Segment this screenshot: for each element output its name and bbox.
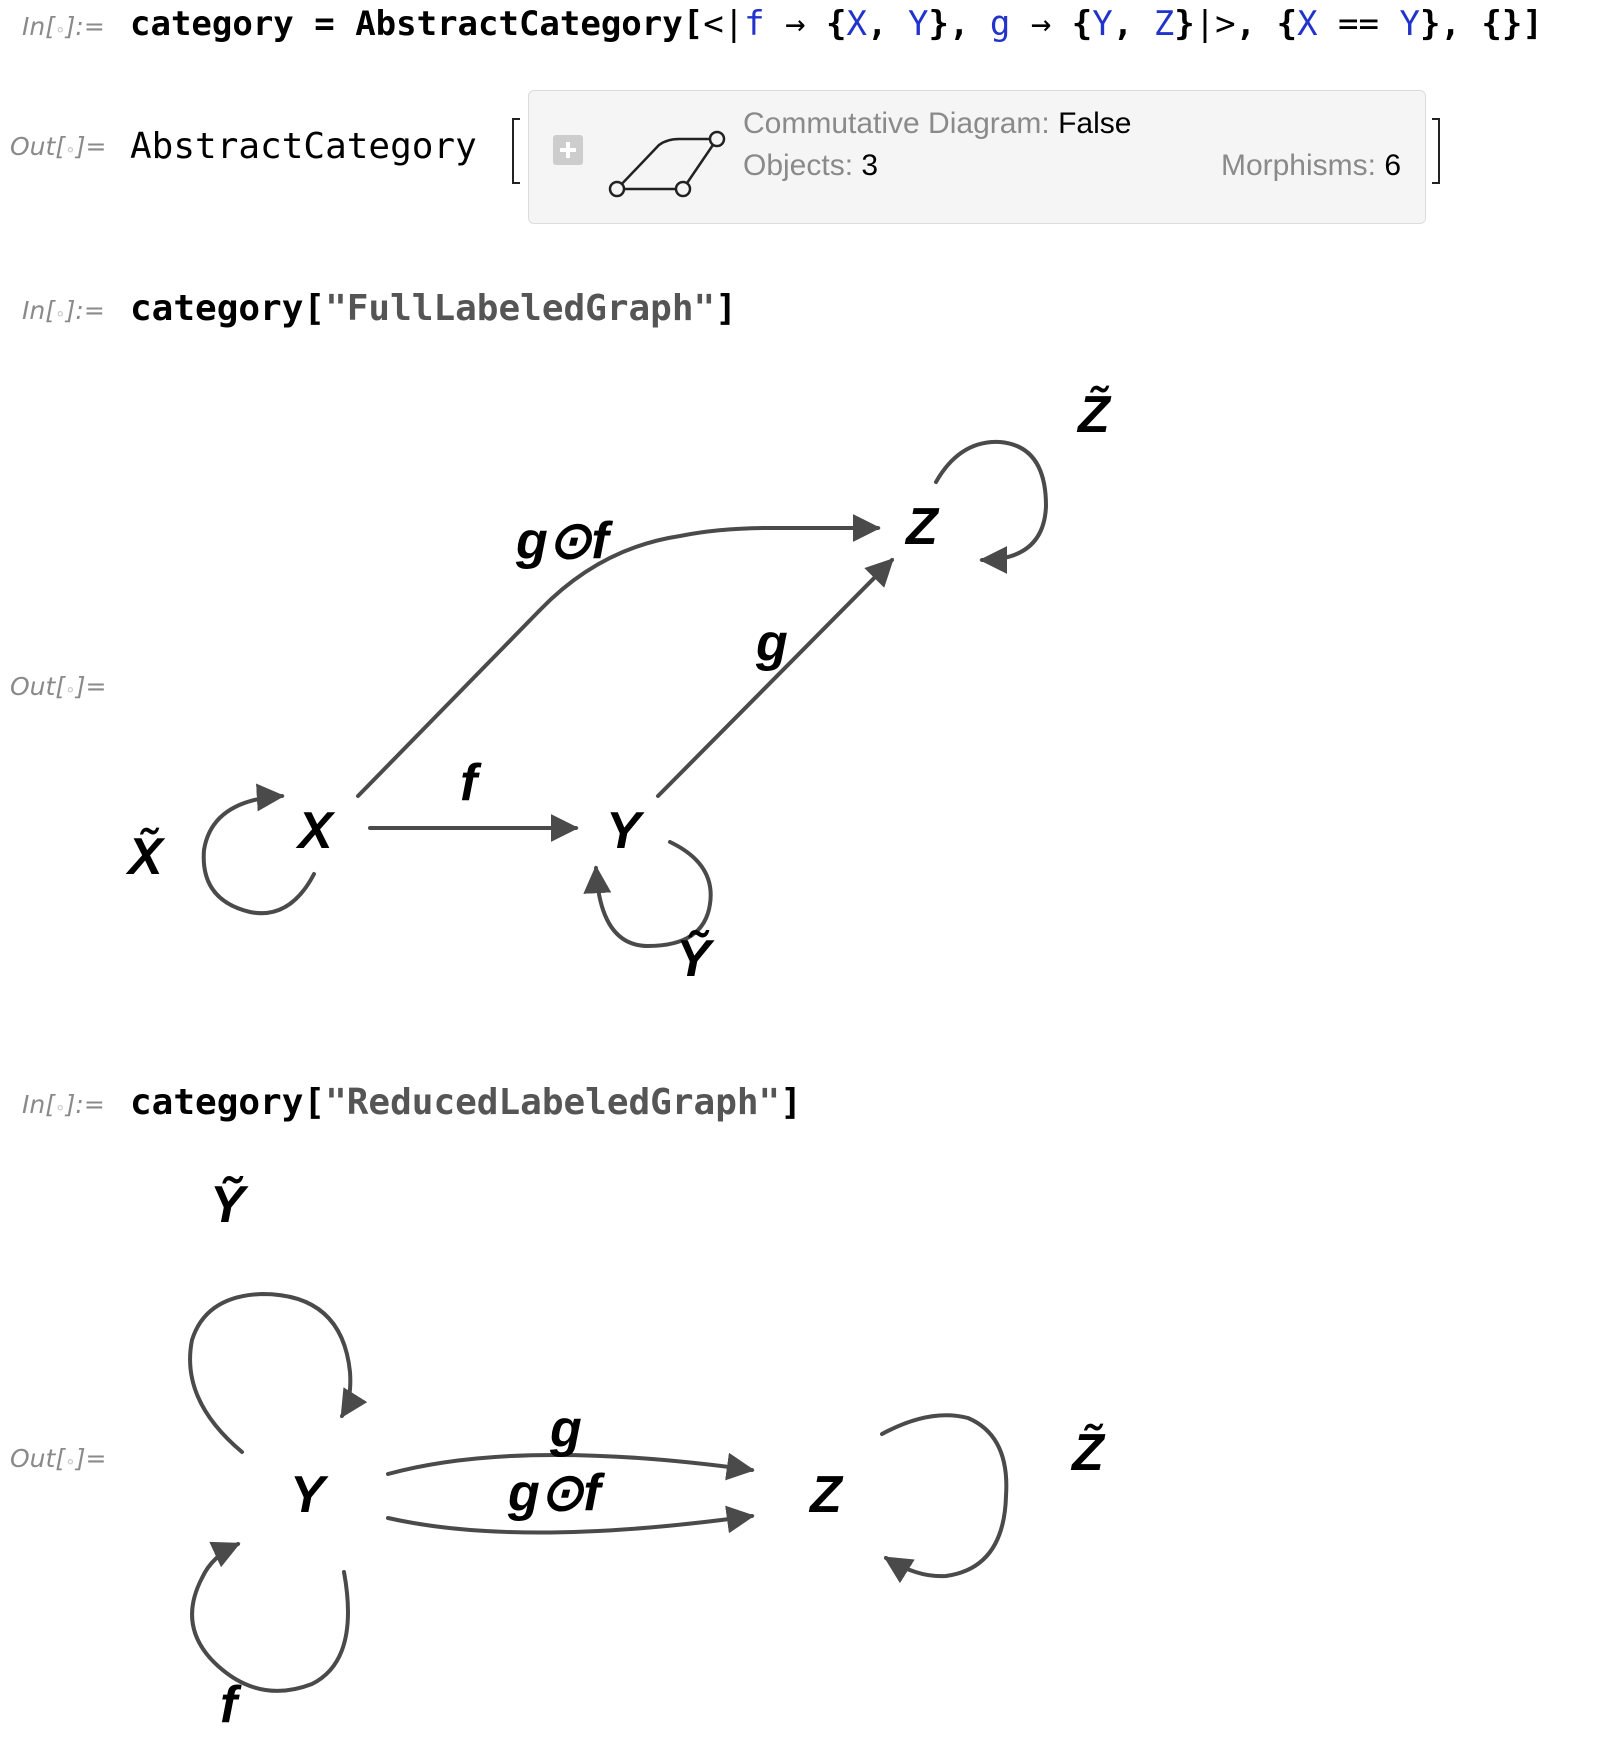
sym-f: f (744, 4, 765, 44)
loop-Z (936, 442, 1046, 560)
loop-label-f: f (220, 1676, 238, 1734)
input-cell-1[interactable] (130, 4, 1543, 44)
in-label-1: In[∘]:= (22, 12, 105, 41)
sym-g: g (989, 4, 1011, 44)
close-bracket: ] (1522, 4, 1543, 44)
loop-label-Y: Ỹ (676, 930, 711, 988)
assoc-close: |> (1194, 4, 1236, 44)
input-cell-3[interactable] (130, 1082, 802, 1123)
sym-Y: Y (1092, 4, 1113, 44)
summary-bracket-right (1432, 118, 1440, 184)
assoc-open: <| (703, 4, 745, 44)
out-label-1: Out[∘]= (10, 132, 107, 161)
loop-label-X: X̃ (128, 828, 163, 886)
rule-arrow: → (764, 4, 827, 44)
loop-Z (882, 1415, 1006, 1576)
output-head: AbstractCategory (130, 126, 477, 167)
string-arg: "ReducedLabeledGraph" (325, 1082, 781, 1123)
morphisms-field: Morphisms: 6 (1220, 149, 1401, 182)
node-X: X (298, 802, 333, 860)
head: AbstractCategory[ (355, 4, 704, 44)
loop-f (192, 1544, 348, 1691)
sym-Z: Z (1153, 4, 1175, 44)
sym-X: X (846, 4, 868, 44)
node-Z: Z (810, 1466, 842, 1524)
node-Y: Y (290, 1466, 325, 1524)
edge-label-f: f (460, 754, 478, 812)
comma: , (1235, 4, 1277, 44)
brace: { (1276, 4, 1298, 44)
brace: { (826, 4, 847, 44)
brace: } (928, 4, 949, 44)
brace: } (1419, 4, 1441, 44)
full-labeled-graph (0, 340, 1601, 1040)
comma: , (867, 4, 908, 44)
equals: = (293, 4, 356, 44)
open-bracket: [ (303, 288, 326, 329)
edge-gf (358, 528, 878, 796)
in-label-3: In[∘]:= (22, 1090, 105, 1119)
close-bracket: ] (780, 1082, 802, 1123)
summary-box (528, 90, 1426, 224)
brace: } (1174, 4, 1195, 44)
loop-label-Z: Z̃ (1078, 386, 1110, 444)
loop-Y (190, 1294, 350, 1452)
reduced-labeled-graph (0, 1140, 1601, 1740)
node-Y: Y (606, 802, 641, 860)
sym-Y: Y (907, 4, 929, 44)
var-name: category (130, 4, 294, 44)
comma: , (1440, 4, 1482, 44)
equal-op: == (1317, 4, 1400, 44)
input-cell-2[interactable] (130, 288, 737, 329)
out-label-2: Out[∘]= (10, 672, 107, 701)
expand-plus-icon[interactable] (553, 135, 583, 165)
var-name: category (130, 1082, 304, 1123)
out-label-3: Out[∘]= (10, 1444, 107, 1473)
rule-arrow: → (1010, 4, 1072, 44)
objects-field: Objects: 3 (743, 149, 879, 182)
graph-thumbnail-icon (599, 101, 729, 211)
edge-label-gf: g⊙f (516, 512, 609, 570)
var-name: category (130, 288, 304, 329)
sym-X: X (1297, 4, 1318, 44)
comma: , (948, 4, 990, 44)
empty-list: {} (1481, 4, 1523, 44)
comma: , (1112, 4, 1154, 44)
in-label-2: In[∘]:= (22, 296, 105, 325)
loop-label-Z: Z̃ (1072, 1424, 1104, 1482)
commutative-field: Commutative Diagram: False (743, 107, 1132, 140)
open-bracket: [ (303, 1082, 326, 1123)
loop-label-Y: Ỹ (210, 1176, 245, 1234)
node-Z: Z (906, 498, 938, 556)
edge-label-gf: g⊙f (508, 1464, 601, 1522)
close-bracket: ] (715, 288, 737, 329)
edge-label-g: g (756, 614, 788, 672)
summary-bracket-left (512, 118, 520, 184)
string-arg: "FullLabeledGraph" (325, 288, 716, 329)
brace: { (1071, 4, 1093, 44)
sym-Y: Y (1399, 4, 1420, 44)
edge-label-g: g (550, 1400, 582, 1458)
edge-g (658, 560, 892, 796)
